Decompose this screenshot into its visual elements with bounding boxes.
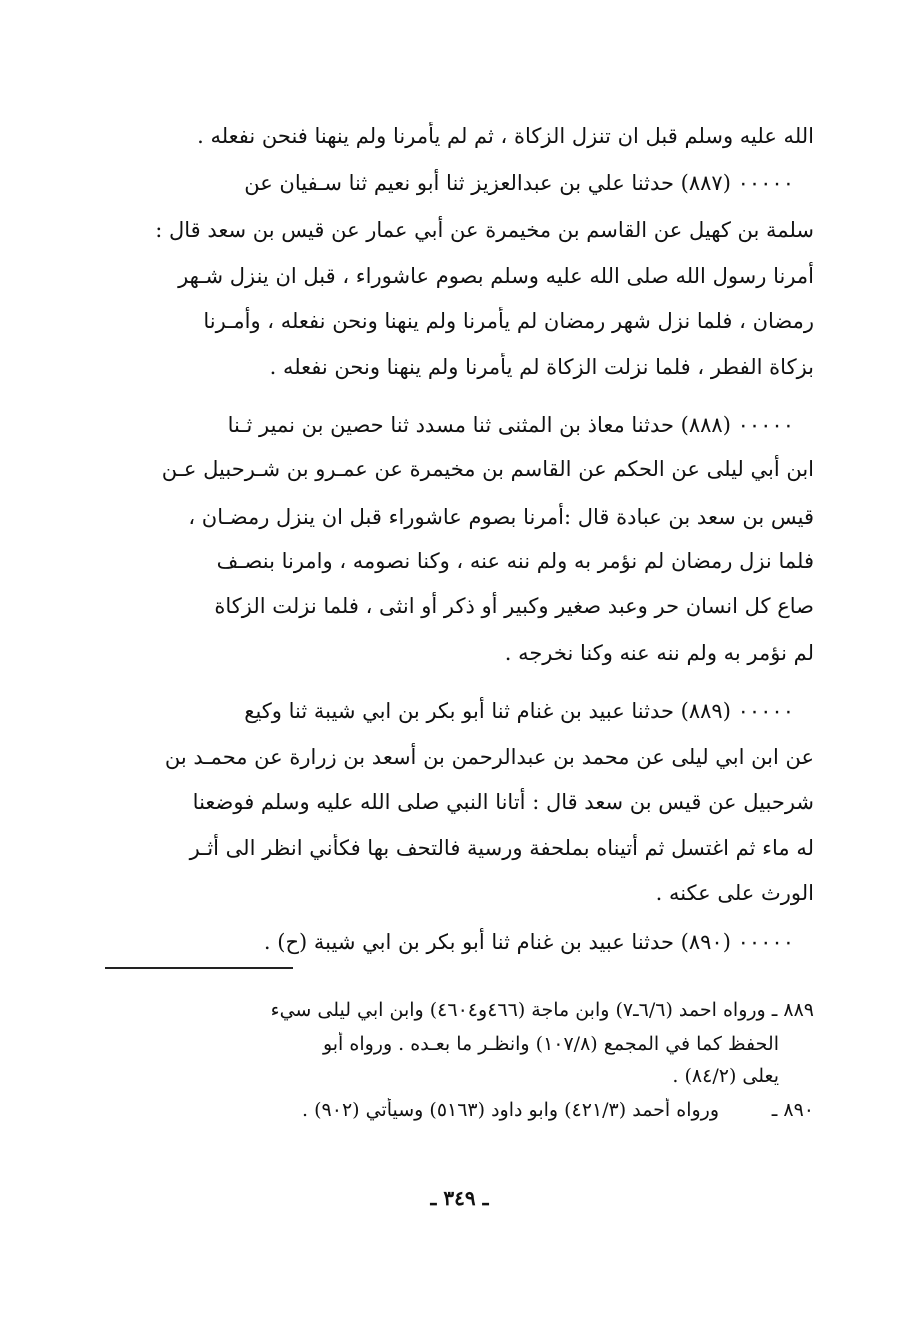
- hadith-887-line-5: بزكاة الفطر ، فلما نزلت الزكاة لم يأمرنا ولم ينهنا ونحن نفعله .: [269, 355, 814, 379]
- hadith-888-line-2: ابن أبي ليلى عن الحكم عن القاسم بن مخيمرة عن عمـرو بن شـرحبيل عـن: [161, 457, 814, 481]
- footnote-889-line-1: ٨٨٩ ـ ورواه احمد (٦/٦ـ٧) وابن ماجة (٤٦٦و٤٦٠٤) وابن ابي ليلى سيء: [270, 999, 814, 1021]
- hadith-888-line-6: لم نؤمر به ولم ننه عنه وكنا نخرجه .: [504, 641, 814, 665]
- hadith-887-line-3: أمرنا رسول الله صلى الله عليه وسلم بصوم عاشوراء ، قبل ان ينزل شـهر: [178, 264, 814, 288]
- footnote-separator: [105, 967, 293, 969]
- hadith-888-line-3: قيس بن سعد بن عبادة قال :أمرنا بصوم عاشوراء قبل ان ينزل رمضـان ،: [188, 505, 814, 529]
- page-number: ـ ٣٤٩ ـ: [430, 1186, 489, 1210]
- footnote-890-number: ٨٩٠ ـ: [771, 1099, 814, 1121]
- hadith-889-line-5: الورث على عكنه .: [655, 881, 814, 905]
- hadith-887-line-1: ٠٠٠٠٠ (٨٨٧) حدثنا علي بن عبدالعزيز ثنا أبو نعيم ثنا سـفيان عن: [244, 171, 794, 195]
- hadith-889-line-3: شرحبيل عن قيس بن سعد قال : أتانا النبي صلى الله عليه وسلم فوضعنا: [192, 790, 814, 814]
- hadith-889-line-2: عن ابن ابي ليلى عن محمد بن عبدالرحمن بن أسعد بن زرارة عن محمـد بن: [164, 745, 814, 769]
- body-line-1: الله عليه وسلم قبل ان تنزل الزكاة ، ثم لم يأمرنا ولم ينهنا فنحن نفعله .: [197, 124, 814, 148]
- footnote-889-line-3: يعلى (٨٤/٢) .: [672, 1065, 779, 1087]
- footnote-890-text: ورواه أحمد (٤٢١/٣) وابو داود (٥١٦٣) وسيأتي (٩٠٢) .: [302, 1099, 719, 1121]
- hadith-888-line-1: ٠٠٠٠٠ (٨٨٨) حدثنا معاذ بن المثنى ثنا مسدد ثنا حصين بن نمير ثـنا: [227, 413, 794, 437]
- hadith-890-line-1: ٠٠٠٠٠ (٨٩٠) حدثنا عبيد بن غنام ثنا أبو بكر بن ابي شيبة (ح) .: [263, 930, 794, 954]
- hadith-889-line-4: له ماء ثم اغتسل ثم أتيناه بملحفة ورسية فالتحف بها فكأني انظر الى أثـر: [189, 836, 814, 860]
- hadith-888-line-5: صاع كل انسان حر وعبد صغير وكبير أو ذكر أو انثى ، فلما نزلت الزكاة: [214, 594, 814, 618]
- hadith-887-line-4: رمضان ، فلما نزل شهر رمضان لم يأمرنا ولم ينهنا ونحن نفعله ، وأمـرنا: [203, 309, 814, 333]
- hadith-888-line-4: فلما نزل رمضان لم نؤمر به ولم ننه عنه ، وكنا نصومه ، وامرنا بنصـف: [216, 549, 814, 573]
- hadith-887-line-2: سلمة بن كهيل عن القاسم بن مخيمرة عن أبي عمار عن قيس بن سعد قال :: [155, 218, 814, 242]
- footnote-889-line-2: الحفظ كما في المجمع (١٠٧/٨) وانظـر ما بعـده . ورواه أبو: [322, 1033, 779, 1055]
- hadith-889-line-1: ٠٠٠٠٠ (٨٨٩) حدثنا عبيد بن غنام ثنا أبو بكر بن ابي شيبة ثنا وكيع: [244, 699, 794, 723]
